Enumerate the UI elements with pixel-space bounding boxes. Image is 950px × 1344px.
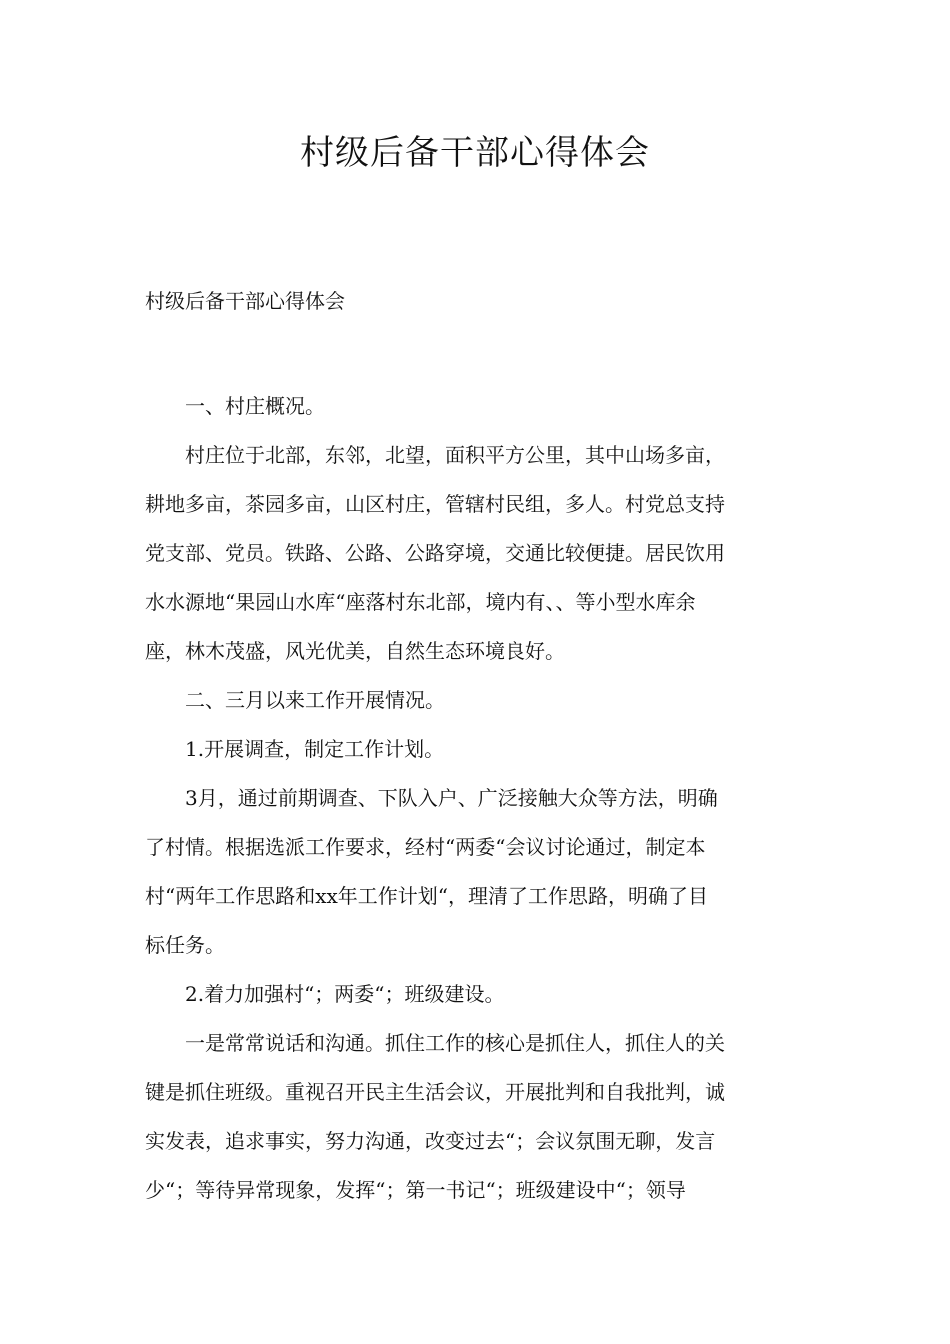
document-body: [145, 382, 807, 1215]
text-line: 实发表，追求事实，努力沟通，改变过去“；会议氛围无聊，发言: [145, 1129, 716, 1153]
document-title: 村级后备干部心得体会: [300, 133, 650, 173]
paragraph-investigation: [145, 774, 807, 970]
paragraph-communication: [145, 1019, 807, 1215]
paragraph-village-overview: [145, 431, 807, 676]
text-line: 2.着力加强村“；两委“；班级建设。: [185, 982, 505, 1006]
text-line: 少“；等待异常现象，发挥“；第一书记“；班级建设中“；领导: [145, 1178, 686, 1202]
paragraph-work-progress-heading: [145, 676, 807, 725]
text-line: 3月，通过前期调查、下队入户、广泛接触大众等方法，明确: [185, 786, 718, 810]
paragraph-team-building-heading: [145, 970, 807, 1019]
text-line: 村庄位于北部，东邻，北望，面积平方公里，其中山场多亩，: [185, 443, 725, 467]
paragraph-investigation-heading: [145, 725, 807, 774]
text-line: 耕地多亩，茶园多亩，山区村庄，管辖村民组，多人。村党总支持: [145, 492, 725, 516]
text-line: 二、三月以来工作开展情况。: [185, 688, 445, 712]
text-line: 座，林木茂盛，风光优美，自然生态环境良好。: [145, 639, 565, 663]
text-line: 村“两年工作思路和xx年工作计划“，理清了工作思路，明确了目: [145, 884, 709, 908]
text-line: 水水源地“果园山水库“座落村东北部，境内有、、等小型水库余: [145, 590, 696, 614]
text-line: 一、村庄概况。: [185, 394, 325, 418]
text-line: 标任务。: [145, 933, 225, 957]
text-line: 1.开展调查，制定工作计划。: [185, 737, 445, 761]
text-line: 一是常常说话和沟通。抓住工作的核心是抓住人，抓住人的关: [185, 1031, 725, 1055]
paragraph-village-overview-heading: [145, 382, 807, 431]
text-line: 了村情。根据选派工作要求，经村“两委“会议讨论通过，制定本: [145, 835, 706, 859]
text-line: 党支部、党员。铁路、公路、公路穿境，交通比较便捷。居民饮用: [145, 541, 725, 565]
document-subtitle: 村级后备干部心得体会: [145, 289, 345, 313]
text-line: 键是抓住班级。重视召开民主生活会议，开展批判和自我批判，诚: [145, 1080, 725, 1104]
